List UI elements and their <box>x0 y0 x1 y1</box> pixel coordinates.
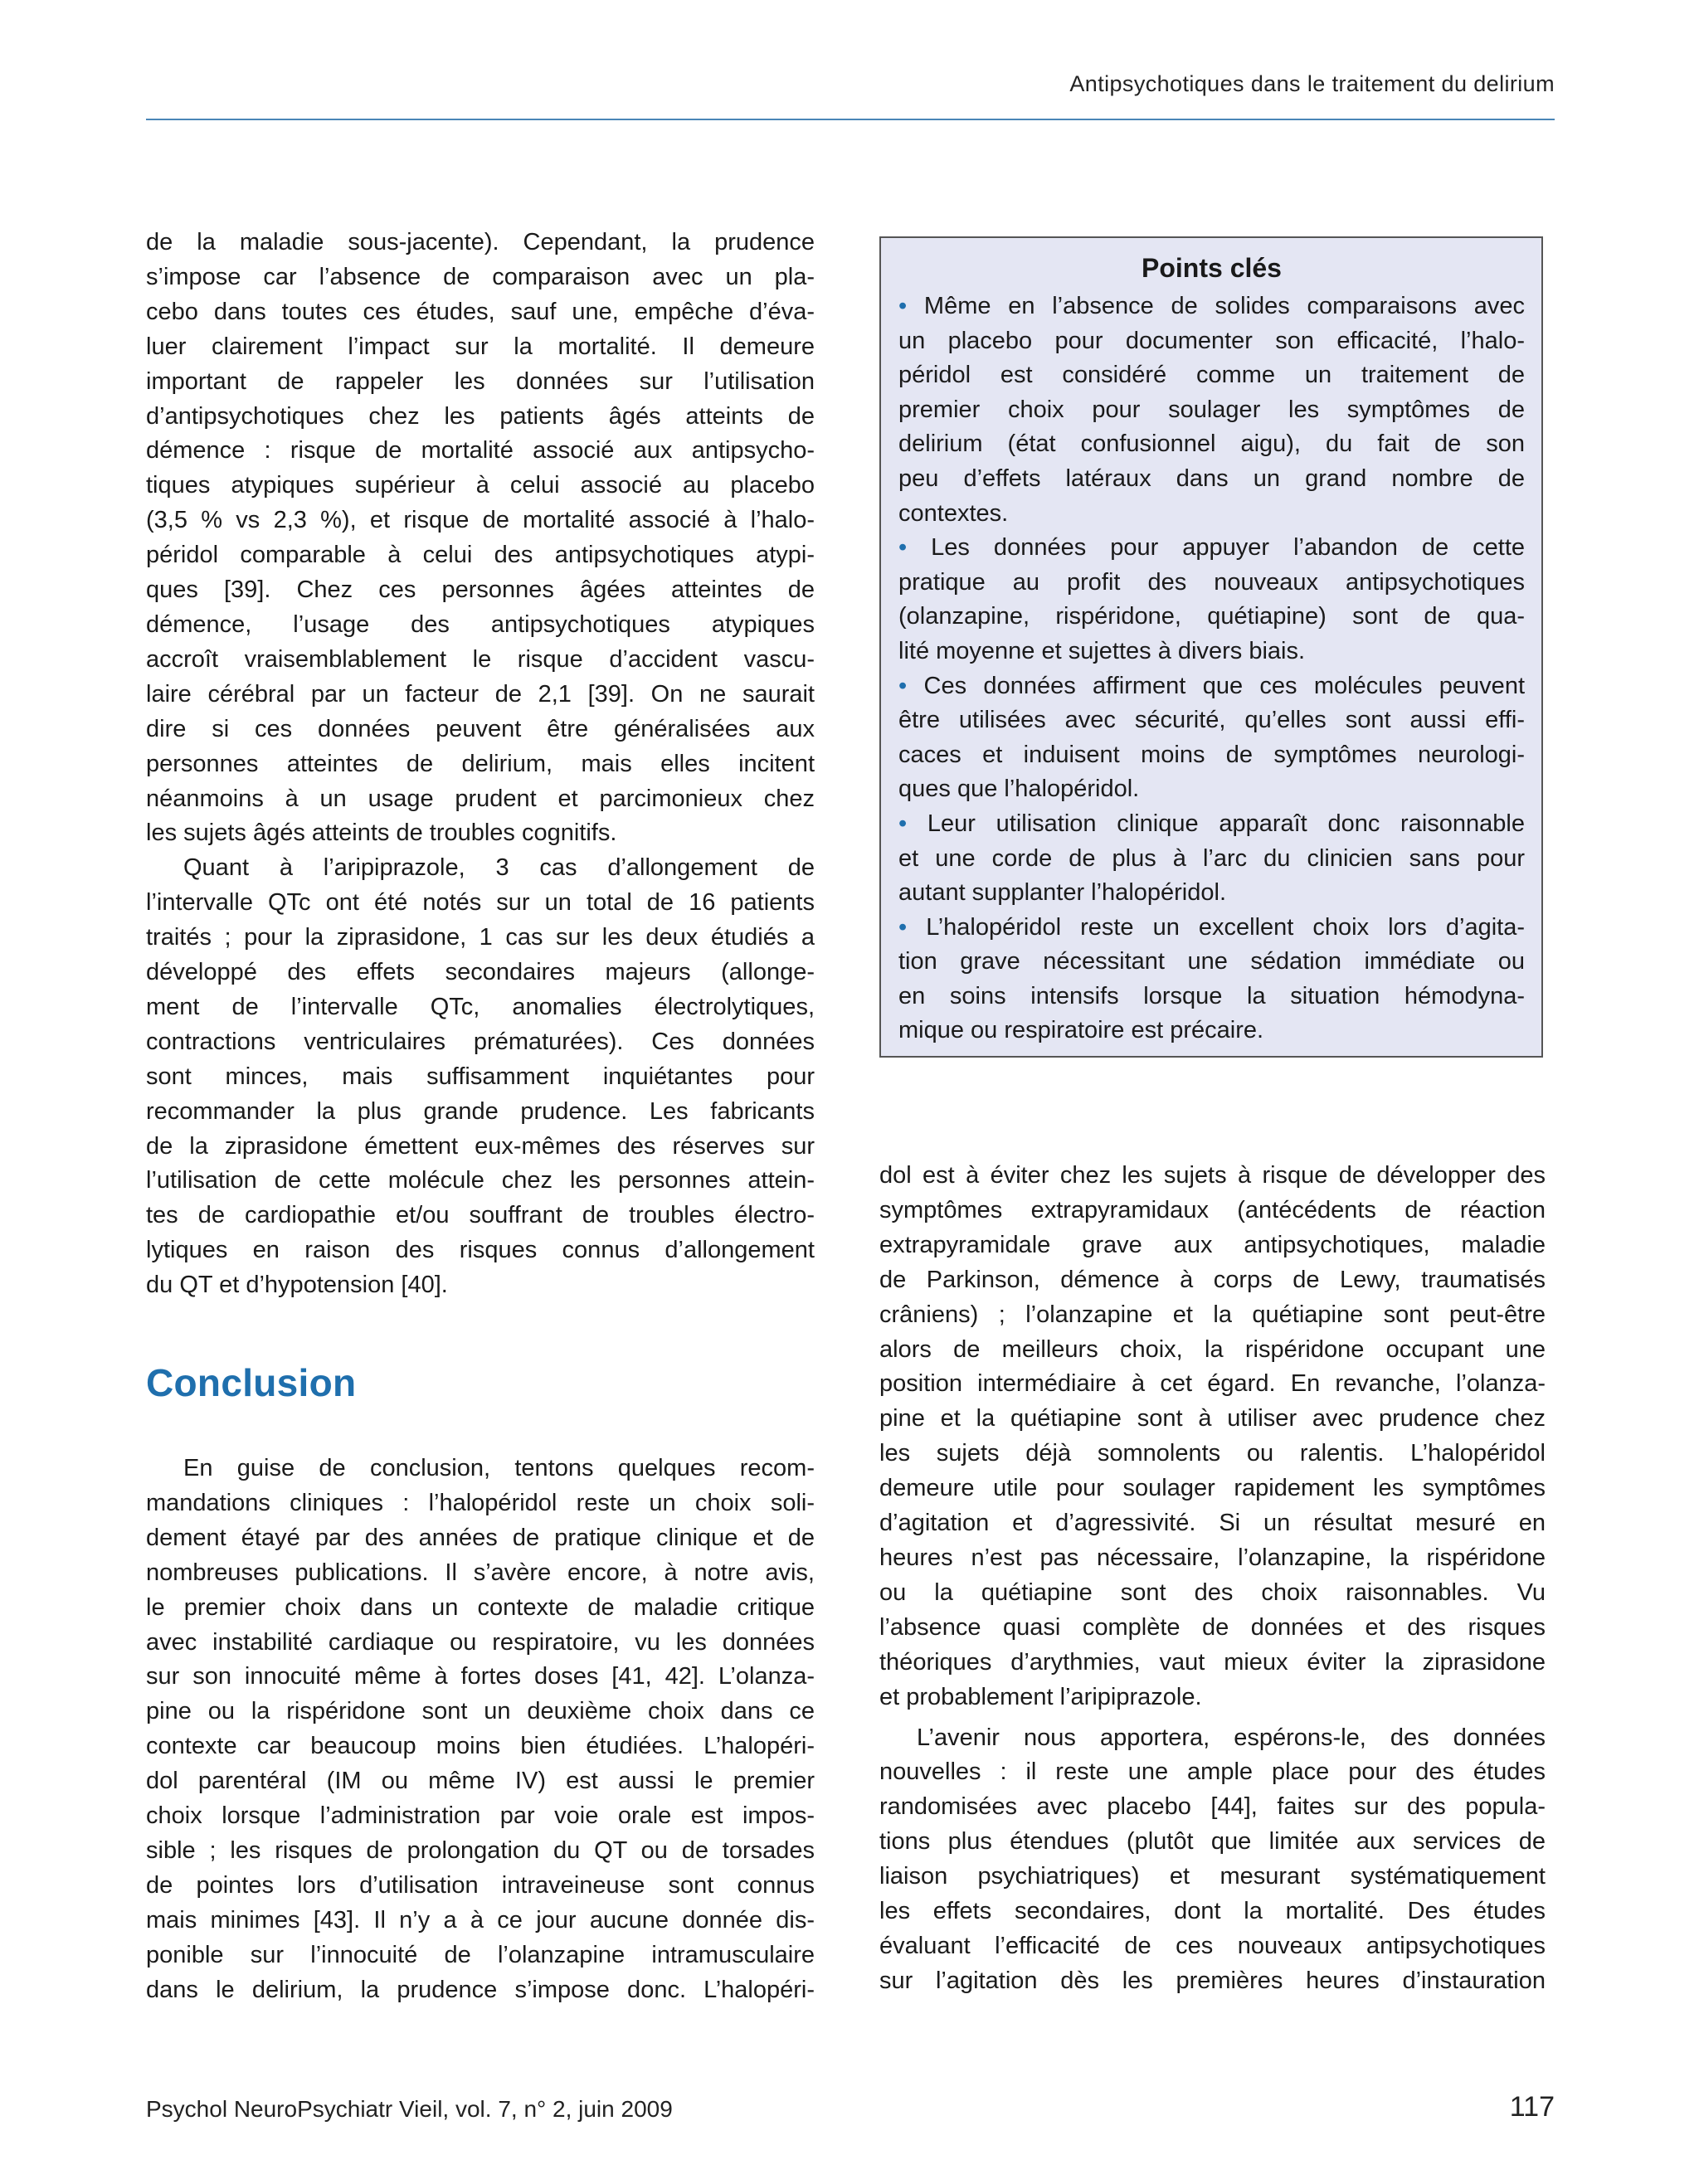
text-line: personnes atteintes de delirium, mais elles incitent <box>146 750 815 777</box>
text-line: L’avenir nous apportera, espérons-le, des données <box>917 1724 1546 1751</box>
text-line: laire cérébral par un facteur de 2,1 [39]. On ne saurait <box>146 680 815 708</box>
text-line: sur son innocuité même à fortes doses [41, 42]. L’olanza- <box>146 1663 815 1690</box>
text-line: tions plus étendues (plutôt que limitée aux services de <box>879 1828 1546 1856</box>
text-line: contexte car beaucoup moins bien étudiées. L’halopéri- <box>146 1733 815 1760</box>
key-points-list <box>898 289 1525 1048</box>
header-rule <box>146 119 1555 120</box>
text-line: demeure utile pour soulager rapidement les symptômes <box>879 1475 1546 1502</box>
text-line: symptômes extrapyramidaux (antécédents de réaction <box>879 1196 1546 1223</box>
text-line: contextes. <box>898 499 1009 527</box>
text-line: tes de cardiopathie et/ou souffrant de troubles électro- <box>146 1202 815 1229</box>
text-line: delirium (état confusionnel aigu), du fait de son <box>898 430 1525 458</box>
text-line: lytiques en raison des risques connus d’allongement <box>146 1237 815 1264</box>
text-line: développé des effets secondaires majeurs (allonge- <box>146 959 815 986</box>
text-line: avec instabilité cardiaque ou respiratoire, vu les données <box>146 1628 815 1656</box>
text-line: accroît vraisemblablement le risque d’accident vascu- <box>146 645 815 673</box>
text-line: (olanzapine, rispéridone, quétiapine) sont de qua- <box>898 603 1525 630</box>
page-number: 117 <box>1509 2091 1555 2123</box>
text-line: tion grave nécessitant une sédation immédiate ou <box>898 948 1525 975</box>
key-points-title: Points clés <box>1142 253 1282 283</box>
text-line: les effets secondaires, dont la mortalité. Des études <box>879 1898 1546 1925</box>
text-line: pine ou la rispéridone sont un deuxième choix dans ce <box>146 1698 815 1725</box>
text-line: évaluant l’efficacité de ces nouveaux antipsychotiques <box>879 1932 1546 1959</box>
text-line: en soins intensifs lorsque la situation hémodyna- <box>898 982 1525 1009</box>
text-line: d’agitation et d’agressivité. Si un résultat mesuré en <box>879 1510 1546 1537</box>
running-head: Antipsychotiques dans le traitement du delirium <box>1069 71 1555 96</box>
bullet-text: Ces données affirment que ces molécules peuvent <box>923 672 1525 699</box>
text-line: dol est à éviter chez les sujets à risque de développer des <box>879 1162 1546 1189</box>
text-line: du QT et d’hypotension [40]. <box>146 1272 448 1299</box>
text-line: dire si ces données peuvent être généralisées aux <box>146 715 815 742</box>
text-line: de pointes lors d’utilisation intraveineuse sont connus <box>146 1871 815 1899</box>
text-line: luer clairement l’impact sur la mortalité. Il demeure <box>146 333 815 360</box>
text-line: sur l’agitation dès les premières heures d’instauration <box>879 1967 1546 1994</box>
bullet-icon: • <box>898 810 927 837</box>
text-line: heures n’est pas nécessaire, l’olanzapine, la rispéridone <box>879 1544 1546 1571</box>
text-line: de Parkinson, démence à corps de Lewy, traumatisés <box>879 1266 1546 1293</box>
journal-citation: Psychol NeuroPsychiatr Vieil, vol. 7, n° 2, juin 2009 <box>146 2096 673 2122</box>
bullet-icon: • <box>898 534 932 562</box>
text-line: pine et la quétiapine sont à utiliser avec prudence chez <box>879 1405 1546 1432</box>
text-line: choix lorsque l’administration par voie orale est impos- <box>146 1802 815 1830</box>
bullet-text: Même en l’absence de solides comparaisons avec <box>923 293 1525 319</box>
text-line: les sujets déjà somnolents ou ralentis. L’halopéridol <box>879 1440 1546 1467</box>
text-line: nouvelles : il reste une ample place pour des études <box>879 1758 1546 1786</box>
bullet-icon: • <box>898 913 927 941</box>
text-line: ques que l’halopéridol. <box>898 776 1140 803</box>
text-line <box>898 911 1525 946</box>
text-line: En guise de conclusion, tentons quelques recom- <box>183 1455 815 1481</box>
text-line: être utilisées avec sécurité, qu’elles sont aussi effi- <box>898 707 1525 734</box>
text-line: nombreuses publications. Il s’avère encore, à notre avis, <box>146 1559 815 1586</box>
text-line: caces et induisent moins de symptômes neurologi- <box>898 741 1525 768</box>
text-line: de la maladie sous-jacente). Cependant, la prudence <box>146 229 815 255</box>
text-line: péridol est considéré comme un traitement de <box>898 362 1525 389</box>
text-line: et une corde de plus à l’arc du clinicien sans pour <box>898 844 1525 872</box>
text-line <box>898 807 1525 842</box>
text-line: Quant à l’aripiprazole, 3 cas d’allongement de <box>183 854 815 882</box>
text-line: l’utilisation de cette molécule chez les personnes attein- <box>146 1167 815 1194</box>
left-column-top <box>146 226 815 1303</box>
text-line: néanmoins à un usage prudent et parcimonieux chez <box>146 785 815 812</box>
text-line: sible ; les risques de prolongation du QT ou de torsades <box>146 1836 815 1864</box>
text-line: mais minimes [43]. Il n’y a à ce jour aucune donnée dis- <box>146 1906 815 1933</box>
text-line: ment de l’intervalle QTc, anomalies électrolytiques, <box>146 993 815 1020</box>
text-line: (3,5 % vs 2,3 %), et risque de mortalité associé à l’halo- <box>146 507 815 534</box>
text-line: contractions ventriculaires prématurées). Ces données <box>146 1028 815 1055</box>
text-line: autant supplanter l’halopéridol. <box>898 879 1226 907</box>
text-line: tiques atypiques supérieur à celui associé au placebo <box>146 472 815 499</box>
text-line: démence, l’usage des antipsychotiques atypiques <box>146 610 815 638</box>
text-line: alors de meilleurs choix, la rispéridone occupant une <box>879 1335 1546 1363</box>
key-points-box <box>879 236 1543 1058</box>
bullet-text: Leur utilisation clinique apparaît donc raisonnable <box>927 810 1525 837</box>
text-line <box>898 531 1525 566</box>
right-column-bottom <box>879 1159 1546 1999</box>
text-line: cebo dans toutes ces études, sauf une, empêche d’éva- <box>146 298 815 325</box>
text-line: dol parentéral (IM ou même IV) est aussi le premier <box>146 1768 815 1795</box>
text-line: extrapyramidale grave aux antipsychotiques, maladie <box>879 1231 1546 1258</box>
text-line: les sujets âgés atteints de troubles cognitifs. <box>146 820 617 847</box>
text-line: et probablement l’aripiprazole. <box>879 1683 1202 1710</box>
text-line: sont minces, mais suffisamment inquiétantes pour <box>146 1063 815 1090</box>
bullet-icon: • <box>898 672 924 699</box>
text-line: lité moyenne et sujettes à divers biais. <box>898 637 1306 664</box>
text-line: premier choix pour soulager les symptômes de <box>898 396 1525 423</box>
text-line: peu d’effets latéraux dans un grand nombre de <box>898 465 1525 492</box>
text-line <box>898 669 1525 704</box>
text-line: pratique au profit des nouveaux antipsychotiques <box>898 568 1525 596</box>
text-line: un placebo pour documenter son efficacité, l’halo- <box>898 327 1525 354</box>
text-line: recommander la plus grande prudence. Les fabricants <box>146 1097 815 1125</box>
text-line: crâniens) ; l’olanzapine et la quétiapine sont peut-être <box>879 1301 1546 1328</box>
text-line: théoriques d’arythmies, vaut mieux éviter la ziprasidone <box>879 1648 1546 1676</box>
text-line: ou la quétiapine sont des choix raisonnables. Vu <box>879 1578 1546 1606</box>
text-line: traités ; pour la ziprasidone, 1 cas sur les deux étudiés a <box>146 924 815 951</box>
left-column-bottom <box>146 1452 815 2008</box>
bullet-text: L’halopéridol reste un excellent choix lors d’agita- <box>926 913 1525 941</box>
text-line: l’intervalle QTc ont été notés sur un total de 16 patients <box>146 889 815 917</box>
text-line: randomisées avec placebo [44], faites sur des popula- <box>879 1793 1546 1821</box>
text-line: mandations cliniques : l’halopéridol reste un choix soli- <box>146 1489 815 1516</box>
text-line: démence : risque de mortalité associé aux antipsycho- <box>146 437 815 465</box>
text-line: dans le delirium, la prudence s’impose donc. L’halopéri- <box>146 1976 815 2003</box>
text-line: dement étayé par des années de pratique clinique et de <box>146 1524 815 1551</box>
text-line: le premier choix dans un contexte de maladie critique <box>146 1593 815 1621</box>
text-line <box>898 289 1525 324</box>
text-line: péridol comparable à celui des antipsychotiques atypi- <box>146 542 815 569</box>
section-title-conclusion: Conclusion <box>146 1361 357 1404</box>
text-line: d’antipsychotiques chez les patients âgés atteints de <box>146 402 815 430</box>
text-line: liaison psychiatriques) et mesurant systématiquement <box>879 1863 1546 1890</box>
bullet-icon: • <box>898 293 924 319</box>
text-line: l’absence quasi complète de données et des risques <box>879 1613 1546 1641</box>
text-line: mique ou respiratoire est précaire. <box>898 1017 1264 1044</box>
text-line: position intermédiaire à cet égard. En revanche, l’olanza- <box>879 1370 1546 1398</box>
bullet-text: Les données pour appuyer l’abandon de cette <box>931 534 1525 562</box>
text-line: ponible sur l’innocuité de l’olanzapine intramusculaire <box>146 1941 815 1968</box>
text-line: ques [39]. Chez ces personnes âgées atteintes de <box>146 576 815 604</box>
text-line: important de rappeler les données sur l’utilisation <box>146 367 815 395</box>
text-line: de la ziprasidone émettent eux-mêmes des réserves sur <box>146 1132 815 1160</box>
text-line: s’impose car l’absence de comparaison avec un pla- <box>146 263 815 290</box>
